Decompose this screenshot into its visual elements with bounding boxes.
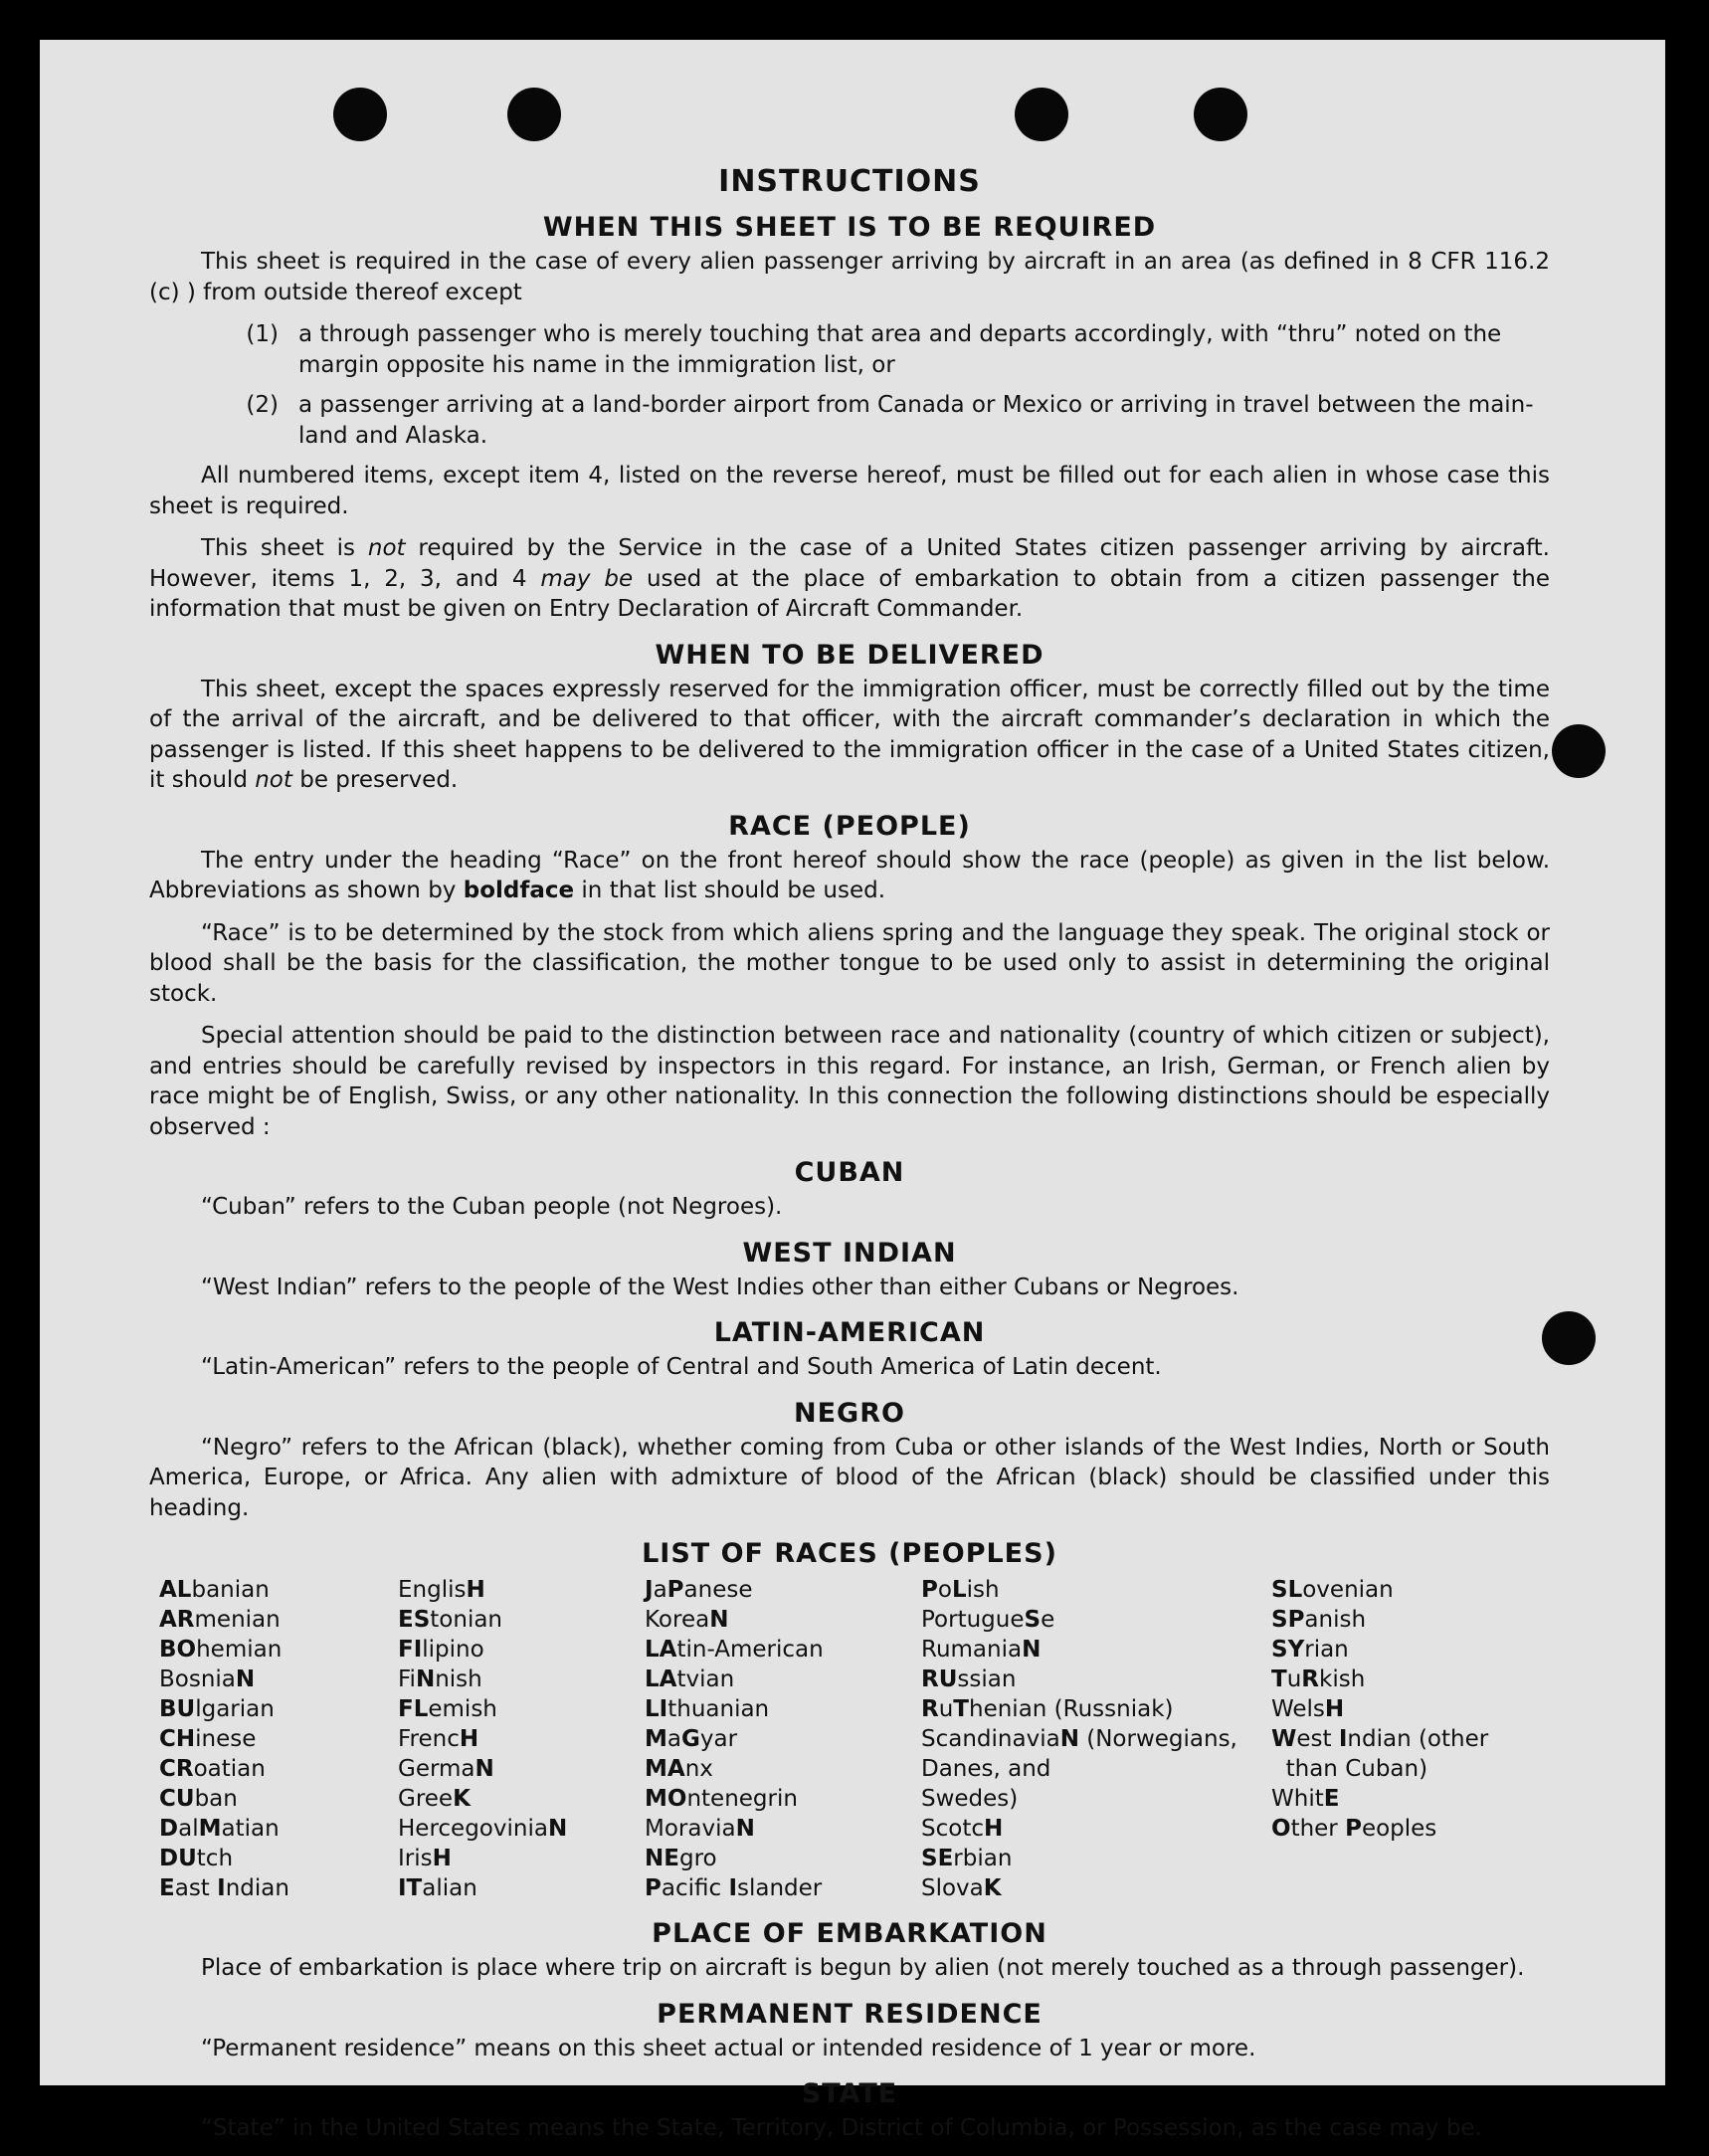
punch-hole (1552, 724, 1606, 778)
paragraph: “Latin-American” refers to the people of Central and South America of Latin decent. (201, 1354, 1162, 1380)
item-text: a through passenger who is merely touching that area and departs accordingly, with “thru” noted on the margin opposite his name in the immigration list, or (298, 321, 1502, 378)
race-entry: MoraviaN (645, 1816, 755, 1842)
race-entry: HercegoviniaN (398, 1816, 568, 1842)
race-entry: LAtin-American (645, 1637, 824, 1663)
race-entry: NEgro (645, 1846, 717, 1871)
paragraph: “Negro” refers to the African (black), whether coming from Cuba or other islands of the West Indies, North or South America, Europe, or Africa. Any alien with admixture of blood of the African (black) should be classified under this heading. (149, 1434, 1550, 1521)
race-entry: FrencH (398, 1726, 479, 1752)
race-entry: BOhemian (159, 1637, 283, 1663)
punch-hole (1194, 88, 1247, 141)
race-entry: Pacific Islander (645, 1875, 823, 1901)
section-heading: RACE (PEOPLE) (728, 810, 971, 842)
race-entry: CUban (159, 1786, 238, 1812)
race-entry: CHinese (159, 1726, 257, 1752)
race-entry: GreeK (398, 1786, 471, 1812)
item-text: a passenger arriving at a land-border airport from Canada or Mexico or arriving in travel between the main-land and Alaska. (298, 392, 1534, 449)
races-table (159, 1575, 1550, 1903)
list-item (149, 319, 1550, 380)
race-entry: MAnx (645, 1756, 713, 1782)
races-column (159, 1575, 398, 1903)
race-entry: WelsH (1271, 1696, 1345, 1722)
section-heading: WEST INDIAN (742, 1237, 957, 1269)
section-heading: WHEN TO BE DELIVERED (655, 639, 1044, 671)
race-entry: SlovaK (921, 1875, 1002, 1901)
race-entry: SPanish (1271, 1607, 1367, 1633)
race-entry: FiNnish (398, 1666, 482, 1692)
item-number: (1) (246, 321, 279, 347)
race-entry: ITalian (398, 1875, 477, 1901)
paragraph: This sheet, except the spaces expressly reserved for the immigration officer, must be correctly filled out by the time of the arrival of the aircraft, and be delivered to that officer, with the aircraft commander’s declaration in which the passenger is listed. If this sheet happens to be delivered to the immigration officer in the case of a United States citizen, it should not be preserved. (149, 676, 1550, 793)
punch-hole (1542, 1311, 1596, 1365)
race-entry: KoreaN (645, 1607, 729, 1633)
list-item (149, 390, 1550, 451)
race-entry: Other Peoples (1271, 1816, 1437, 1842)
race-entry: GermaN (398, 1756, 494, 1782)
races-column (921, 1575, 1271, 1903)
races-column (398, 1575, 645, 1903)
race-entry: TuRkish (1271, 1666, 1366, 1692)
race-entry: than Cuban) (1271, 1756, 1428, 1782)
race-entry: MaGyar (645, 1726, 738, 1752)
race-entry: IrisH (398, 1846, 452, 1871)
paragraph: Special attention should be paid to the distinction between race and nationality (country of which citizen or subject), and entries should be carefully revised by inspectors in this regard. For instance, an Irish, German, or French alien by race might be of English, Swiss, or any other nationality. In this connection the following distinctions should be especially observed : (149, 1023, 1550, 1140)
race-entry: SLovenian (1271, 1577, 1394, 1603)
race-entry: LAtvian (645, 1666, 735, 1692)
paragraph: “Cuban” refers to the Cuban people (not Negroes). (201, 1194, 783, 1220)
race-entry: ARmenian (159, 1607, 281, 1633)
section-heading: CUBAN (794, 1157, 905, 1188)
section-heading: PLACE OF EMBARKATION (652, 1918, 1047, 1949)
race-entry: SYrian (1271, 1637, 1349, 1663)
page-title: INSTRUCTIONS (718, 164, 981, 199)
races-column (645, 1575, 921, 1903)
paragraph: This sheet is not required by the Service in the case of a United States citizen passenger arriving by aircraft. However, items 1, 2, 3, and 4 may be used at the place of embarkation to obtain from a citizen passenger the information that must be given on Entry Declaration of Aircraft Commander. (149, 535, 1551, 622)
race-entry: EStonian (398, 1607, 503, 1633)
race-entry: SErbian (921, 1846, 1013, 1871)
race-entry: CRoatian (159, 1756, 266, 1782)
race-entry: RumaniaN (921, 1637, 1042, 1663)
race-entry: Swedes) (921, 1786, 1019, 1812)
instructions-content (149, 159, 1550, 2156)
race-entry: FLemish (398, 1696, 497, 1722)
item-number: (2) (246, 392, 279, 418)
paragraph: All numbered items, except item 4, listed on the reverse hereof, must be filled out for each alien in whose case this sheet is required. (149, 463, 1550, 519)
paragraph: Place of embarkation is place where trip on aircraft is begun by alien (not merely touched as a through passenger). (201, 1955, 1525, 1981)
paragraph: “Race” is to be determined by the stock from which aliens spring and the language they speak. The original stock or blood shall be the basis for the classification, the mother tongue to be used only to assist in determining the original stock. (149, 919, 1550, 1007)
section-heading: LIST OF RACES (PEOPLES) (642, 1538, 1057, 1569)
race-entry: LIthuanian (645, 1696, 770, 1722)
race-entry: DalMatian (159, 1816, 280, 1842)
race-entry: RUssian (921, 1666, 1017, 1692)
paragraph: “Permanent residence” means on this sheet actual or intended residence of 1 year or more. (201, 2035, 1256, 2061)
race-entry: DUtch (159, 1846, 234, 1871)
paragraph: “West Indian” refers to the people of the West Indies other than either Cubans or Negroes. (201, 1274, 1239, 1300)
paragraph: “State” in the United States means the State, Territory, District of Columbia, or Possession, as the case may be. (201, 2115, 1482, 2141)
section-heading: STATE (801, 2078, 898, 2109)
section-heading: NEGRO (794, 1397, 905, 1429)
race-entry: FIlipino (398, 1637, 484, 1663)
section-heading: WHEN THIS SHEET IS TO BE REQUIRED (542, 212, 1157, 243)
paragraph: The entry under the heading “Race” on the front hereof should show the race (people) as given in the list below. Abbreviations as shown by boldface in that list should be used. (149, 847, 1550, 903)
section-heading: LATIN-AMERICAN (713, 1317, 986, 1348)
punch-hole (507, 88, 561, 141)
race-entry: West Indian (other (1271, 1726, 1489, 1752)
race-entry: BosniaN (159, 1666, 256, 1692)
punch-hole (333, 88, 387, 141)
race-entry: BUlgarian (159, 1696, 275, 1722)
race-entry: MOntenegrin (645, 1786, 798, 1812)
race-entry: PortugueSe (921, 1607, 1055, 1633)
race-entry: RuThenian (Russniak) (921, 1696, 1174, 1722)
paragraph: This sheet is required in the case of every alien passenger arriving by aircraft in an area (as defined in 8 CFR 116.2 (c) ) from outside thereof except (149, 249, 1550, 305)
race-entry: East Indian (159, 1875, 289, 1901)
race-entry: ScandinaviaN (Norwegians, (921, 1726, 1237, 1752)
races-column (1271, 1575, 1530, 1903)
race-entry: JaPanese (645, 1577, 753, 1603)
section-heading: PERMANENT RESIDENCE (657, 1998, 1043, 2030)
race-entry: EnglisH (398, 1577, 485, 1603)
punch-hole (1015, 88, 1068, 141)
race-entry: ALbanian (159, 1577, 270, 1603)
race-entry: ScotcH (921, 1816, 1004, 1842)
race-entry: PoLish (921, 1577, 1000, 1603)
race-entry: Danes, and (921, 1756, 1051, 1782)
race-entry: WhitE (1271, 1786, 1340, 1812)
